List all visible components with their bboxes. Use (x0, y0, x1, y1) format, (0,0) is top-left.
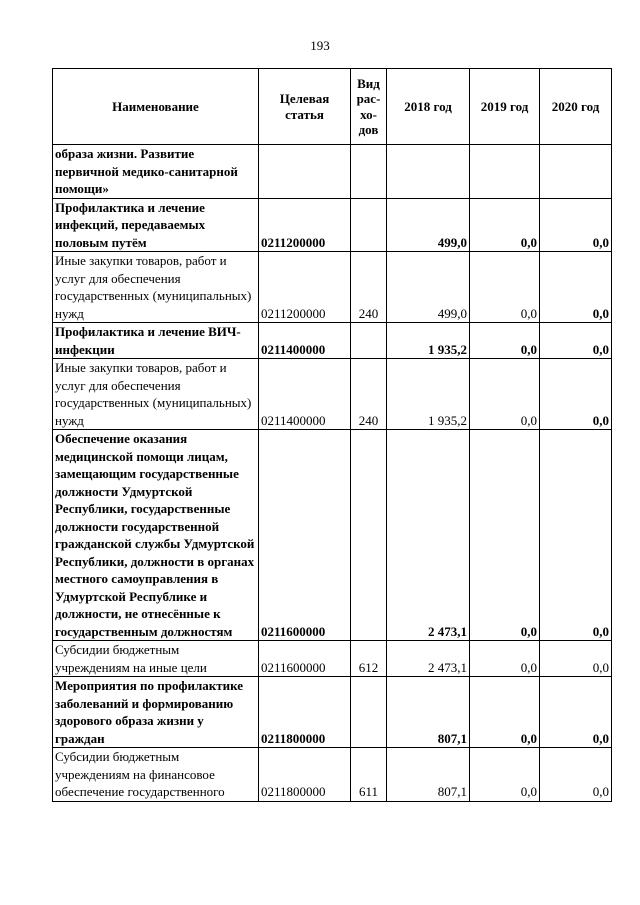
budget-table (52, 68, 612, 802)
row-2018: 1 935,2 (387, 359, 470, 430)
row-name: Иные закупки товаров, работ и услуг для обеспечения государственных (муниципальных) нужд (53, 359, 259, 430)
header-2018: 2018 год (387, 69, 470, 145)
row-2018 (387, 145, 470, 199)
table-row (53, 252, 612, 323)
table-row (53, 323, 612, 359)
row-code: 0211200000 (259, 198, 351, 252)
row-name: Субсидии бюджетным учреждениям на иные цели (53, 641, 259, 677)
row-2018: 807,1 (387, 748, 470, 802)
row-2019: 0,0 (470, 677, 540, 748)
row-2020: 0,0 (540, 677, 612, 748)
page-number: 193 (310, 38, 330, 53)
row-type: 240 (351, 359, 387, 430)
row-code: 0211800000 (259, 677, 351, 748)
row-2019: 0,0 (470, 359, 540, 430)
row-2019: 0,0 (470, 198, 540, 252)
row-type (351, 145, 387, 199)
row-code: 0211400000 (259, 323, 351, 359)
table-row (53, 359, 612, 430)
row-name: Профилактика и лечение ВИЧ-инфекции (53, 323, 259, 359)
row-code: 0211400000 (259, 359, 351, 430)
row-type (351, 198, 387, 252)
row-name: Обеспечение оказания медицинской помощи лицам, замещающим государственные должности Удмуртской Республики, государственные должности государственной гражданской службы Удмуртской Республики, должности в органах местного самоуправления в Удмуртской Республике и должности, не отнесённые к государственным должностям (53, 430, 259, 641)
table-row (53, 748, 612, 802)
table-row (53, 145, 612, 199)
header-2019: 2019 год (470, 69, 540, 145)
row-name: Профилактика и лечение инфекций, передаваемых половым путём (53, 198, 259, 252)
row-type (351, 430, 387, 641)
row-2018: 499,0 (387, 252, 470, 323)
row-code (259, 145, 351, 199)
row-2019: 0,0 (470, 430, 540, 641)
row-2018: 499,0 (387, 198, 470, 252)
header-name: Наименование (53, 69, 259, 145)
row-2020: 0,0 (540, 748, 612, 802)
row-type (351, 323, 387, 359)
header-type: Вид рас-хо-дов (351, 69, 387, 145)
row-2020: 0,0 (540, 252, 612, 323)
row-2020: 0,0 (540, 359, 612, 430)
row-code: 0211600000 (259, 430, 351, 641)
row-2019: 0,0 (470, 252, 540, 323)
header-code: Целевая статья (259, 69, 351, 145)
row-type: 611 (351, 748, 387, 802)
row-name: Мероприятия по профилактике заболеваний и формированию здорового образа жизни у граждан (53, 677, 259, 748)
row-2018: 2 473,1 (387, 641, 470, 677)
row-2018: 2 473,1 (387, 430, 470, 641)
table-row (53, 430, 612, 641)
row-code: 0211200000 (259, 252, 351, 323)
row-name: образа жизни. Развитие первичной медико-санитарной помощи» (53, 145, 259, 199)
row-2020: 0,0 (540, 430, 612, 641)
row-2020: 0,0 (540, 641, 612, 677)
row-2019: 0,0 (470, 641, 540, 677)
row-2019: 0,0 (470, 748, 540, 802)
row-2018: 807,1 (387, 677, 470, 748)
row-type: 240 (351, 252, 387, 323)
table-row (53, 198, 612, 252)
row-code: 0211600000 (259, 641, 351, 677)
header-2020: 2020 год (540, 69, 612, 145)
row-type: 612 (351, 641, 387, 677)
table-header-row (53, 69, 612, 145)
table-row (53, 677, 612, 748)
row-2018: 1 935,2 (387, 323, 470, 359)
row-name: Субсидии бюджетным учреждениям на финансовое обеспечение государственного (53, 748, 259, 802)
row-2019: 0,0 (470, 323, 540, 359)
row-code: 0211800000 (259, 748, 351, 802)
row-2020 (540, 145, 612, 199)
row-2019 (470, 145, 540, 199)
table-row (53, 641, 612, 677)
row-type (351, 677, 387, 748)
row-name: Иные закупки товаров, работ и услуг для обеспечения государственных (муниципальных) нужд (53, 252, 259, 323)
row-2020: 0,0 (540, 323, 612, 359)
row-2020: 0,0 (540, 198, 612, 252)
